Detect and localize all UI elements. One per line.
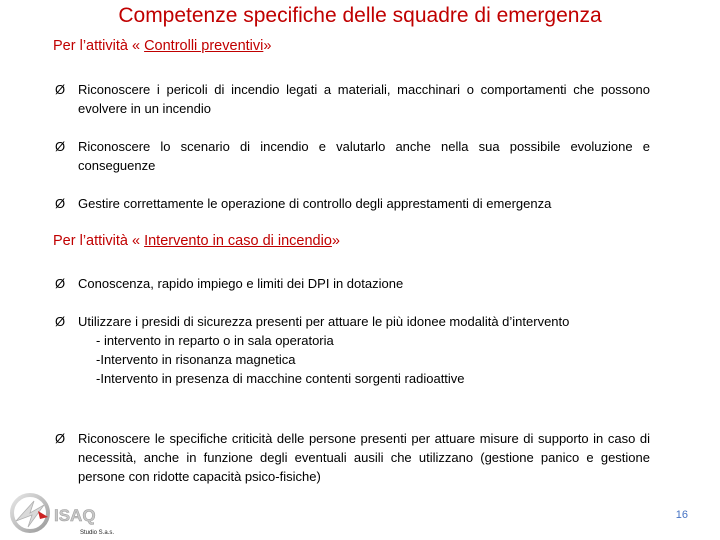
bullet-item: [55, 312, 650, 388]
bullet-item: [55, 80, 650, 118]
arrow-bullet-icon: Ø: [55, 139, 66, 154]
logo-graphic: [8, 491, 128, 537]
company-logo: [8, 491, 128, 537]
bullet-text: Utilizzare i presidi di sicurezza presenti per attuare le più idonee modalità d’intervento: [78, 314, 570, 329]
bullet-item: [55, 429, 650, 486]
bullet-text: Conoscenza, rapido impiego e limiti dei DPI in dotazione: [78, 276, 404, 291]
slide-title: Competenze specifiche delle squadre di emergenza: [118, 4, 602, 27]
logo-name: ISAQ: [54, 506, 96, 525]
section-heading-intervento: [53, 233, 340, 249]
sub-item: -Intervento in presenza di macchine contenti sorgenti radioattive: [96, 371, 465, 386]
section-close-quote: »: [331, 233, 340, 249]
bullet-text: Gestire correttamente le operazione di controllo degli apprestamenti di emergenza: [78, 196, 552, 211]
section-prefix: Per l’attività: [53, 233, 132, 249]
arrow-bullet-icon: Ø: [55, 196, 66, 211]
bullet-body: [78, 312, 650, 388]
section-open-quote: «: [131, 233, 145, 249]
arrow-bullet-icon: Ø: [55, 82, 66, 97]
bullet-item: [55, 194, 650, 213]
bullet-item: [55, 137, 650, 175]
bullet-item: [55, 274, 650, 293]
section-prefix: Per l’attività: [53, 38, 132, 54]
bullet-text: Riconoscere lo scenario di incendio e valutarlo anche nella sua possibile evoluzione e conseguenze: [78, 139, 650, 173]
logo-subtitle: Studio S.a.s.: [80, 530, 115, 536]
section-open-quote: «: [131, 38, 145, 54]
section-close-quote: »: [263, 38, 272, 54]
section-label: Intervento in caso di incendio: [144, 233, 332, 249]
arrow-bullet-icon: Ø: [55, 314, 66, 329]
bullet-text: Riconoscere le specifiche criticità delle persone presenti per attuare misure di supporto in caso di necessità, anche in funzione degli eventuali ausili che utilizzano (gestione panico e gestione persone con ridotte capacità psico-fisiche): [78, 431, 650, 484]
sub-item: - intervento in reparto o in sala operatoria: [96, 333, 334, 348]
bullet-text: Riconoscere i pericoli di incendio legati a materiali, macchinari o comportamenti che possono evolvere in un incendio: [78, 82, 650, 116]
arrow-bullet-icon: Ø: [55, 276, 66, 291]
arrow-bullet-icon: Ø: [55, 431, 66, 446]
page-number: 16: [675, 509, 688, 521]
section-label: Controlli preventivi: [144, 38, 264, 54]
section-heading-controlli: [53, 38, 271, 54]
sub-item: -Intervento in risonanza magnetica: [96, 352, 296, 367]
